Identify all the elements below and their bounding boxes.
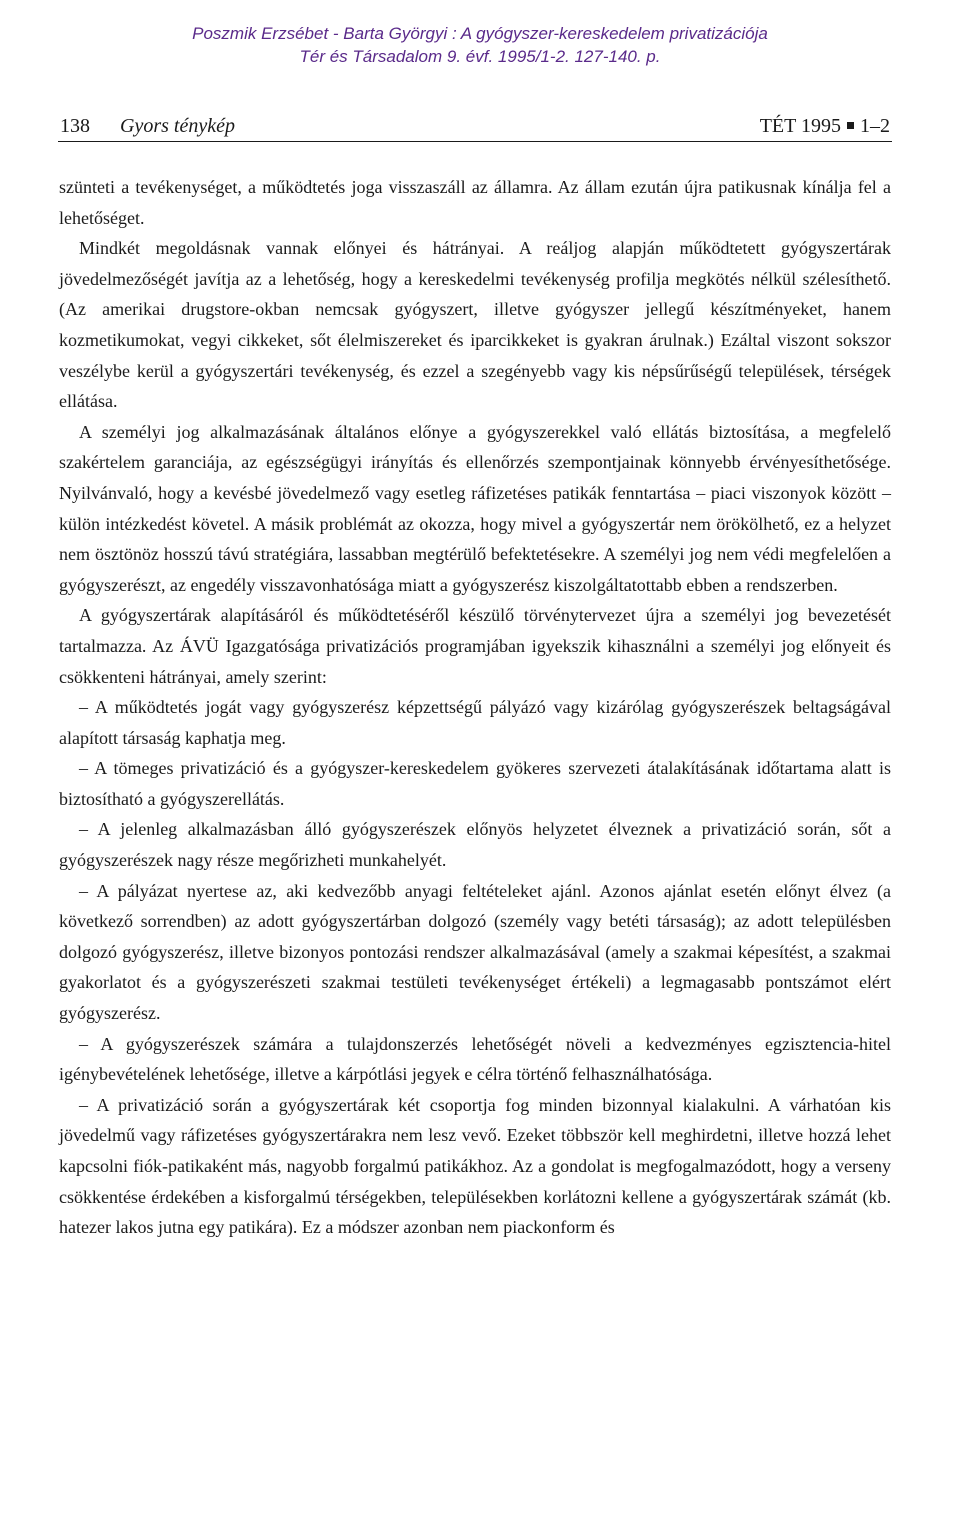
dash-list-item: – A működtetés jogát vagy gyógyszerész képzettségű pályázó vagy kizárólag gyógyszerészek beltagságával alapított társaság kaphatja meg. <box>59 697 891 748</box>
bullet-separator <box>847 122 854 129</box>
dash-list-item: – A tömeges privatizáció és a gyógyszer-kereskedelem gyökeres szervezeti átalakításának időtartama alatt is biztosítható a gyógyszerellátás. <box>59 758 891 809</box>
paragraph-continued: szünteti a tevékenységet, a működtetés joga visszaszáll az államra. Az állam ezután újra patikusnak kínálja fel a lehetőséget. <box>59 177 891 228</box>
paragraph: A gyógyszertárak alapításáról és működtetéséről készülő törvénytervezet újra a személyi jog bevezetését tartalmazza. Az ÁVÜ Igazgatósága privatizációs programjában igyekszik kihasználni a személyi jog előnyeit és csökkenteni hátrányai, amely szerint: <box>59 605 891 687</box>
journal-year: TÉT 1995 <box>759 115 841 137</box>
dash-list-item: – A privatizáció során a gyógyszertárak két csoportja fog minden bizonnyal kialakulni. A várhatóan kis jövedelmű vagy ráfizetéses gyógyszertárakra nem lesz vevő. Ezeket többször kell meghirdetni, illetve hozzá lehet kapcsolni fiók-patikaként más, nagyobb forgalmú patikákhoz. Az a gondolat is megfogalmazódott, hogy a verseny csökkentése érdekében a kisforgalmú térségekben, településekben korlátozni kellene a gyógyszertárak számát (kb. hatezer lakos jutna egy patikára). Ez a módszer azonban nem piackonform és <box>59 1094 891 1238</box>
journal-number: 1–2 <box>860 115 890 137</box>
citation-authors-title: Poszmik Erzsébet - Barta Györgyi : A gyógyszer-kereskedelem privatizációja <box>192 24 768 43</box>
dash-list-item: – A gyógyszerészek számára a tulajdonszerzés lehetőségét növeli a kedvezményes egzisztencia-hitel igénybevételének lehetősége, illetve a kárpótlási jegyek e célra történő felhasználhatósága. <box>59 1033 891 1085</box>
paragraph: Mindkét megoldásnak vannak előnyei és hátrányai. A reáljog alapján működtetett gyógyszertárak jövedelmezőségét javítja az a lehetőség, hogy a kereskedelmi tevékenység profilja megkötés nélkül szélesíthető. (Az amerikai drugstore-okban nemcsak gyógyszert, illetve gyógyszer jellegű készítményeket, hanem kozmetikumokat, vegyi cikkeket, sőt élelmiszereket és iparcikkeket is gyakran árulnak.) Ezáltal viszont sokszor veszélybe kerül a gyógyszertári tevékenység, és ezzel a szegényebb vagy kis népsűrűségű települések, térségek ellátása. <box>59 238 891 412</box>
section-title: Gyors ténykép <box>120 115 235 137</box>
dash-list-item: – A jelenleg alkalmazásban álló gyógyszerészek előnyös helyzetet élveznek a privatizáció során, sőt a gyógyszerészek nagy része megőrizheti munkahelyét. <box>59 819 891 871</box>
citation-header <box>0 22 960 68</box>
dash-list-item: – A pályázat nyertese az, aki kedvezőbb anyagi feltételeket ajánl. Azonos ajánlat esetén előnyt élvez (a következő sorrendben) az adott gyógyszertárban dolgozó (személy vagy betéti társaság); az adott településben dolgozó gyógyszerész, illetve bizonyos pontozási rendszer alkalmazásával (amely a szakmai képesítést, a szakmai gyakorlatot és a gyógyszerészeti szakmai testületi tevékenységet értékeli) a legmagasabb pontszámot elért gyógyszerész. <box>59 880 891 1024</box>
page-number: 138 <box>60 115 90 137</box>
body-text <box>59 172 891 1243</box>
journal-issue <box>760 113 890 139</box>
header-rule <box>58 141 892 142</box>
paragraph: A személyi jog alkalmazásának általános előnye a gyógyszerekkel való ellátás biztosítása, a megfelelő szakértelem garanciája, az egészségügyi irányítás és ellenőrzés szempontjainak könnyebb érvényesíthetősége. Nyilvánvaló, hogy a kevésbé jövedelmező vagy esetleg ráfizetéses patikák fenntartása – piaci viszonyok között – külön intézkedést követel. A másik problémát az okozza, hogy mivel a gyógyszertár nem örökölhető, ez a helyzet nem ösztönöz hosszú távú stratégiára, lassabban megtérülő befektetésekre. A személyi jog nem védi megfelelően a gyógyszerészt, az engedély visszavonhatósága miatt a gyógyszerész kiszolgáltatottabb ebben a rendszerben. <box>59 421 891 595</box>
citation-journal-reference: Tér és Társadalom 9. évf. 1995/1-2. 127-140. p. <box>299 47 661 66</box>
